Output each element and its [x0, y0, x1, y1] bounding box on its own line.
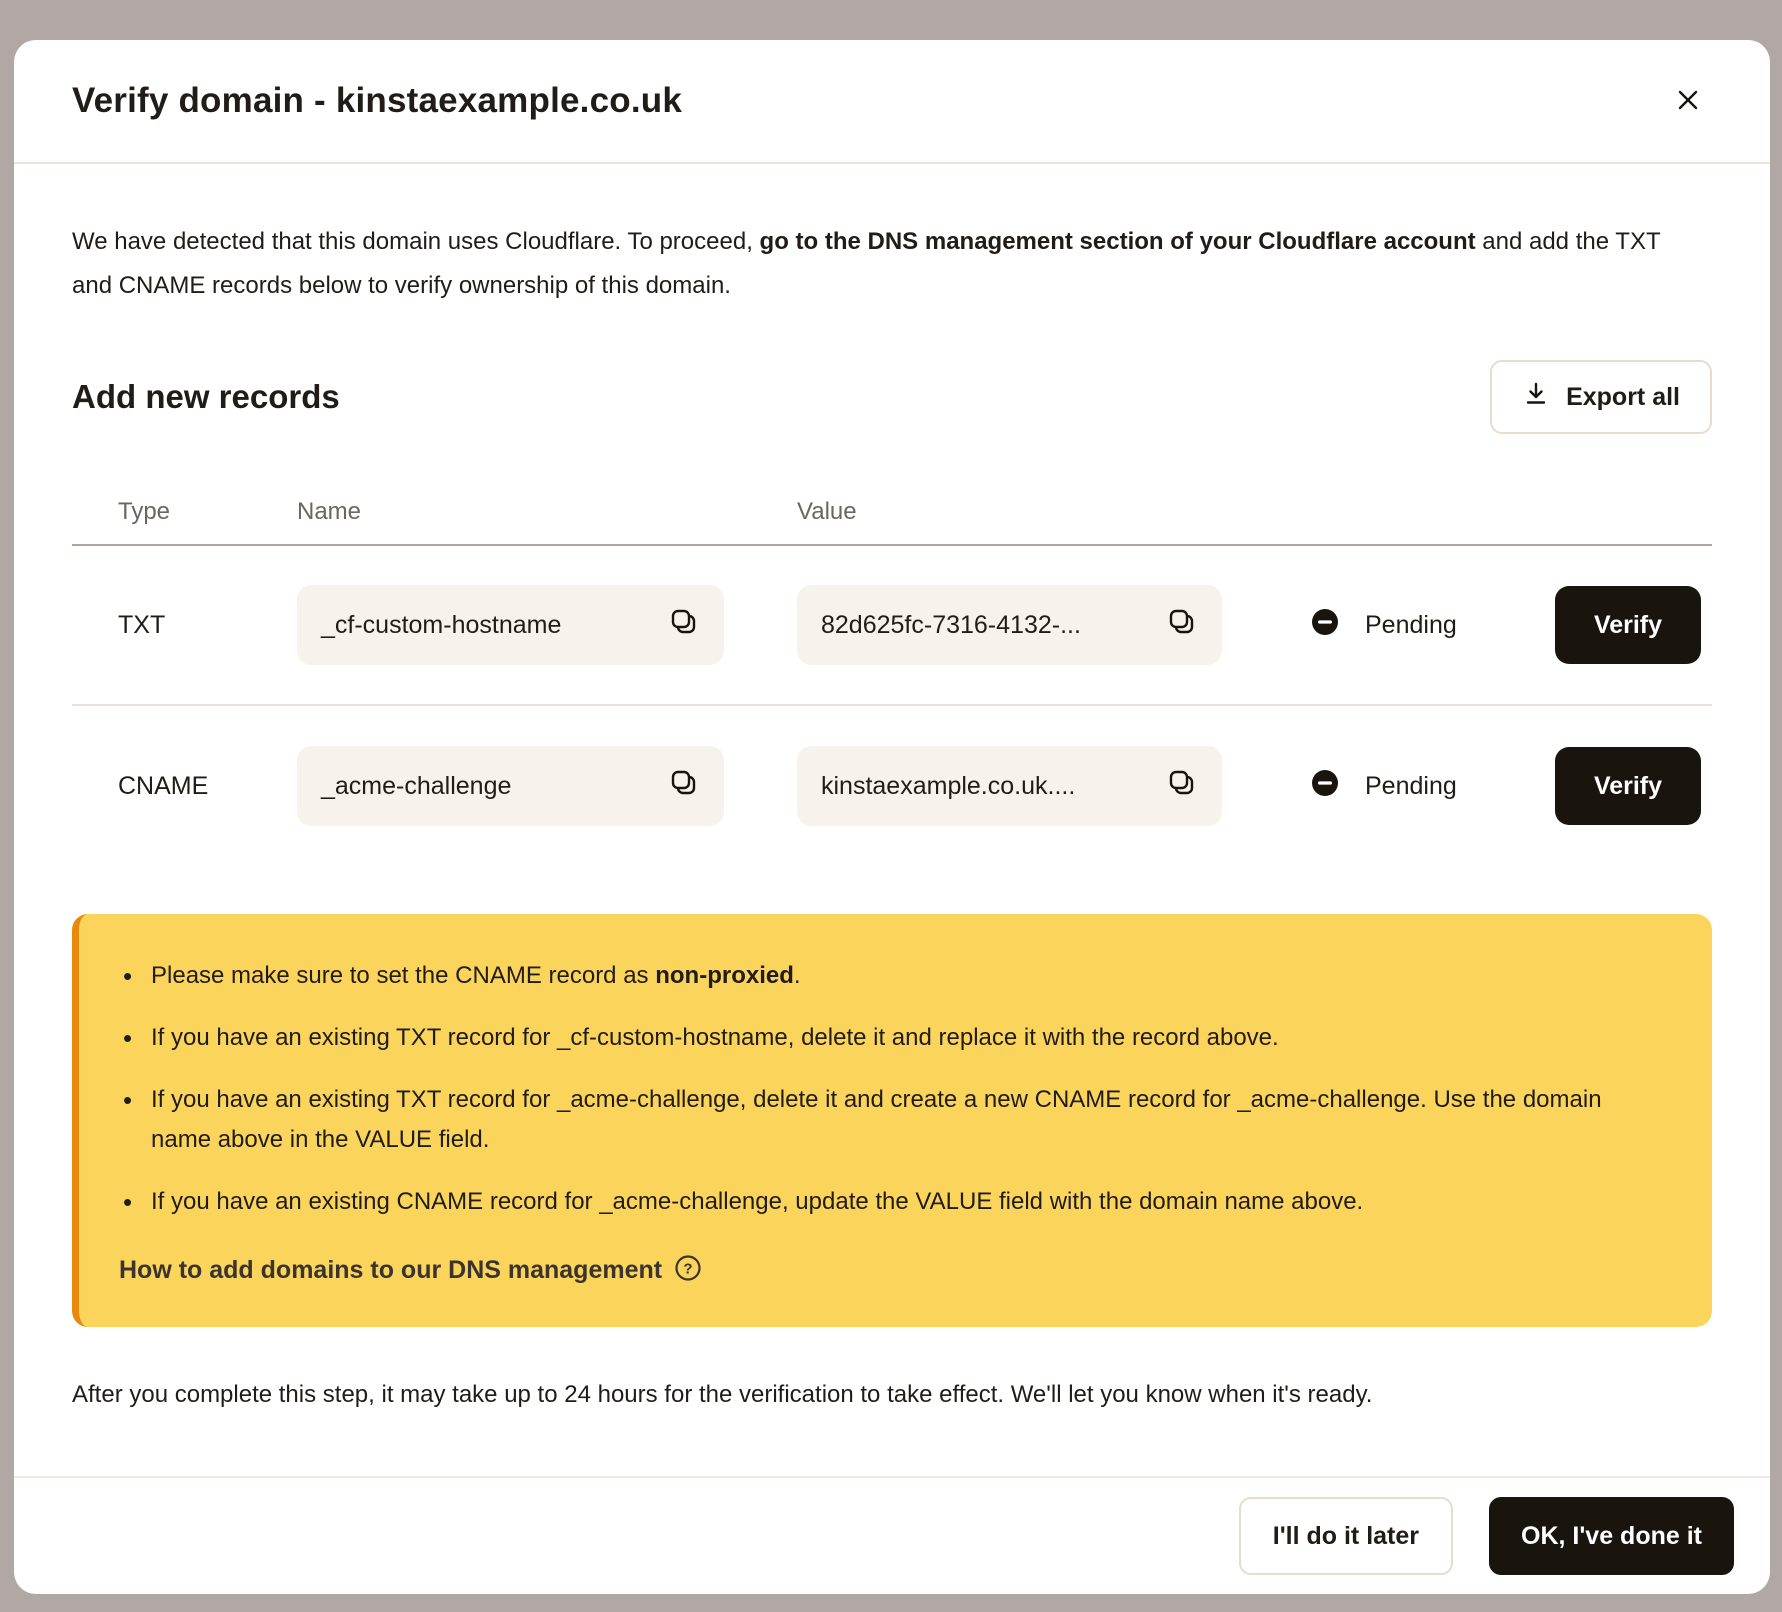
record-name-value: _cf-custom-hostname	[321, 610, 562, 639]
warning-text: .	[793, 962, 801, 989]
question-circle-icon	[674, 1254, 702, 1287]
col-header-type: Type	[118, 498, 171, 525]
record-value-text: kinstaexample.co.uk....	[821, 771, 1076, 800]
records-heading: Add new records	[72, 378, 340, 415]
table-row-txt	[72, 546, 1712, 706]
record-status	[1309, 606, 1555, 645]
status-label: Pending	[1365, 610, 1457, 639]
close-button[interactable]	[1666, 79, 1710, 123]
table-row-cname	[72, 706, 1712, 866]
copy-icon[interactable]	[668, 606, 700, 645]
warning-bullet: • If you have an existing TXT record for _cf-custom-hostname, delete it and replace it with the record above.	[115, 1018, 1664, 1058]
dns-help-link-row[interactable]	[115, 1254, 1664, 1287]
warning-bullet-list	[115, 956, 1664, 1222]
record-value-cell	[797, 585, 1309, 665]
copy-icon[interactable]	[668, 767, 700, 806]
col-header-value: Value	[797, 498, 857, 525]
record-value-field[interactable]	[797, 585, 1222, 665]
pending-minus-icon	[1309, 767, 1341, 806]
pending-minus-icon	[1309, 606, 1341, 645]
intro-pre: We have detected that this domain uses Cloudflare. To proceed,	[72, 228, 760, 255]
do-it-later-button[interactable]: I'll do it later	[1239, 1497, 1453, 1575]
warning-bullet: • If you have an existing TXT record for _acme-challenge, delete it and create a new CNAME record for _acme-challenge. Use the domain name above in the VALUE field.	[115, 1080, 1664, 1160]
modal-footer	[14, 1476, 1770, 1594]
warning-text: Please make sure to set the CNAME record as	[151, 962, 656, 989]
status-label: Pending	[1365, 771, 1457, 800]
ok-done-button[interactable]: OK, I've done it	[1489, 1497, 1734, 1575]
records-table	[72, 480, 1712, 866]
record-status	[1309, 767, 1555, 806]
export-all-label: Export all	[1566, 382, 1680, 411]
modal-title: Verify domain - kinstaexample.co.uk	[72, 81, 682, 120]
svg-text:?: ?	[683, 1260, 693, 1278]
record-name-cell	[297, 585, 797, 665]
modal-header	[14, 40, 1770, 164]
warning-bullet	[115, 956, 1664, 996]
record-value-field[interactable]	[797, 746, 1222, 826]
intro-post: and add the TXT and CNAME records below to verify ownership of this domain.	[72, 228, 1661, 299]
verify-button[interactable]: Verify	[1555, 747, 1701, 825]
completion-note: After you complete this step, it may take up to 24 hours for the verification to take effect. We'll let you know when it's ready.	[72, 1381, 1373, 1408]
modal-body	[14, 164, 1770, 1476]
verify-domain-modal	[14, 40, 1770, 1594]
col-header-name: Name	[297, 498, 362, 525]
copy-icon[interactable]	[1166, 606, 1198, 645]
record-name-cell	[297, 746, 797, 826]
record-action-cell	[1555, 747, 1738, 825]
export-all-button[interactable]	[1490, 360, 1712, 434]
intro-bold: go to the DNS management section of your Cloudflare account	[759, 228, 1476, 255]
warning-box	[72, 914, 1712, 1327]
verify-button[interactable]: Verify	[1555, 586, 1701, 664]
dns-help-link[interactable]: How to add domains to our DNS management	[119, 1256, 663, 1284]
record-name-field[interactable]	[297, 746, 724, 826]
warning-bullet: • If you have an existing CNAME record for _acme-challenge, update the VALUE field with the domain name above.	[115, 1182, 1664, 1222]
records-section-header	[72, 360, 1712, 434]
warning-bold: non-proxied	[655, 962, 794, 989]
record-value-text: 82d625fc-7316-4132-...	[821, 610, 1081, 639]
record-name-field[interactable]	[297, 585, 724, 665]
table-header-row	[72, 480, 1712, 546]
copy-icon[interactable]	[1166, 767, 1198, 806]
record-value-cell	[797, 746, 1309, 826]
close-icon	[1673, 85, 1703, 118]
record-type: CNAME	[118, 771, 209, 800]
record-type: TXT	[118, 610, 166, 639]
record-action-cell	[1555, 586, 1738, 664]
download-icon	[1522, 380, 1550, 415]
intro-text	[72, 220, 1692, 308]
record-name-value: _acme-challenge	[321, 771, 512, 800]
